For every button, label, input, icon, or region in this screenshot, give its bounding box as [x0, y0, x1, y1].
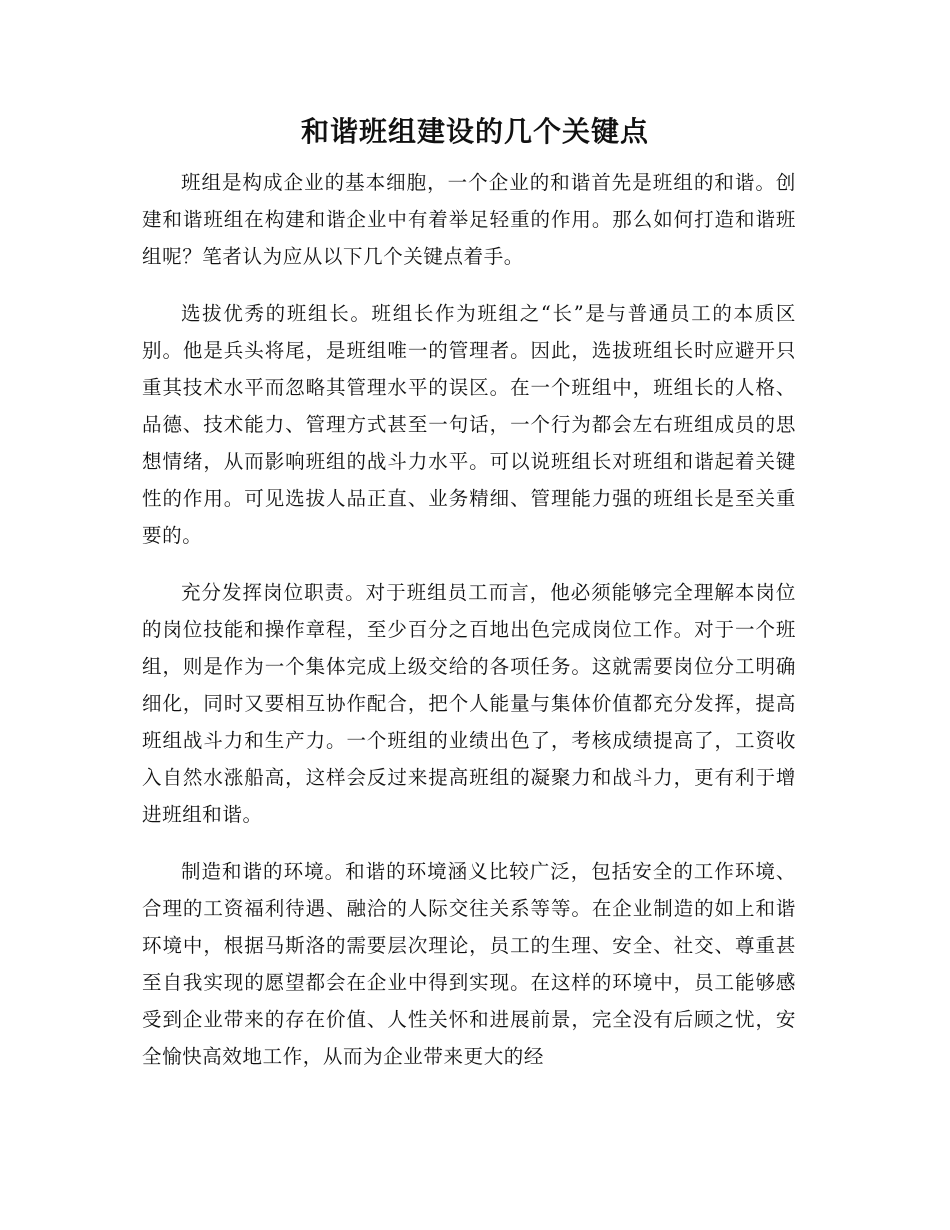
document-title: 和谐班组建设的几个关键点	[300, 115, 649, 148]
paragraph-intro: 班组是构成企业的基本细胞，一个企业的和谐首先是班组的和谐。创建和谐班组在构建和谐企业中有着举足轻重的作用。那么如何打造和谐班组呢？笔者认为应从以下几个关键点着手。	[142, 171, 796, 268]
document-body	[142, 164, 796, 1095]
paragraph-job-duties: 充分发挥岗位职责。对于班组员工而言，他必须能够完全理解本岗位的岗位技能和操作章程，至少百分之百地出色完成岗位工作。对于一个班组，则是作为一个集体完成上级交给的各项任务。这就需要岗位分工明确细化，同时又要相互协作配合，把个人能量与集体价值都充分发挥，提高班组战斗力和生产力。一个班组的业绩出色了，考核成绩提高了，工资收入自然水涨船高，这样会反过来提高班组的凝聚力和战斗力，更有利于增进班组和谐。	[142, 581, 796, 826]
paragraph-team-leader: 选拔优秀的班组长。班组长作为班组之“长”是与普通员工的本质区别。他是兵头将尾，是班组唯一的管理者。因此，选拔班组长时应避开只重其技术水平而忽略其管理水平的误区。在一个班组中，班组长的人格、品德、技术能力、管理方式甚至一句话，一个行为都会左右班组成员的思想情绪，从而影响班组的战斗力水平。可以说班组长对班组和谐起着关键性的作用。可见选拔人品正直、业务精细、管理能力强的班组长是至关重要的。	[142, 302, 796, 547]
paragraph-environment: 制造和谐的环境。和谐的环境涵义比较广泛，包括安全的工作环境、合理的工资福利待遇、融洽的人际交往关系等等。在企业制造的如上和谐环境中，根据马斯洛的需要层次理论，员工的生理、安全、社交、尊重甚至自我实现的愿望都会在企业中得到实现。在这样的环境中，员工能够感受到企业带来的存在价值、人性关怀和进展前景，完全没有后顾之忧，安全愉快高效地工作，从而为企业带来更大的经	[142, 860, 796, 1068]
